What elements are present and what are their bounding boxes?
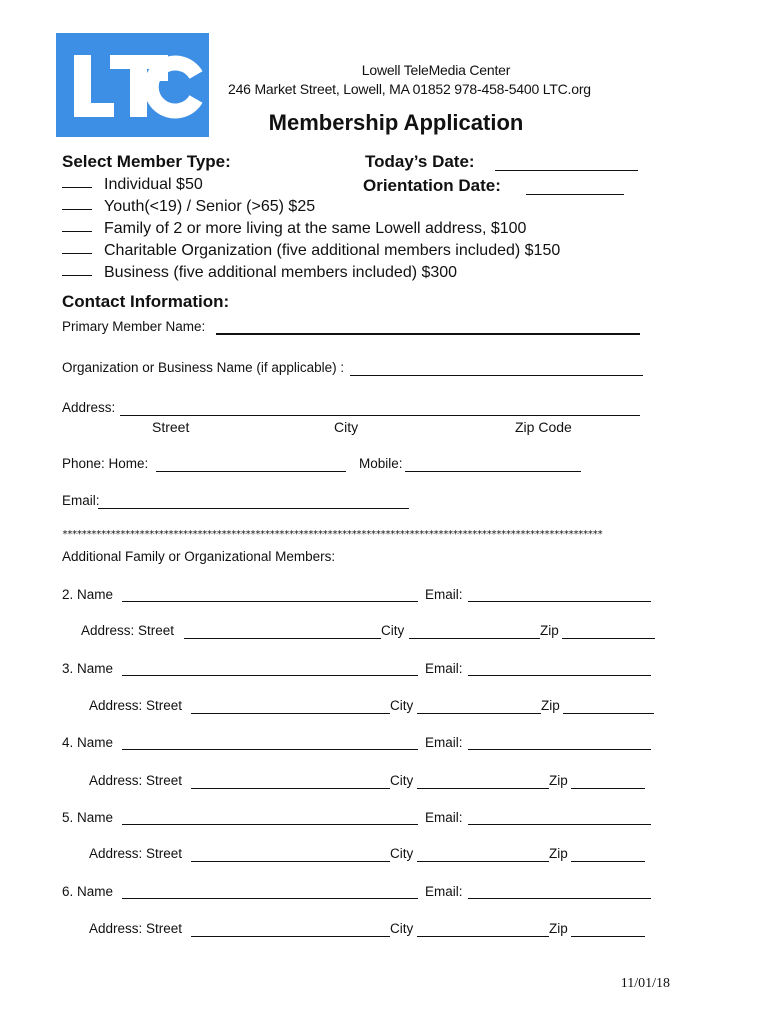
member-option-family[interactable]: Family of 2 or more living at the same Lowell address, $100 [62, 220, 526, 238]
contact-heading: Contact Information: [62, 292, 230, 311]
org-name: Lowell TeleMedia Center [361, 62, 511, 78]
member-city-field[interactable] [417, 936, 549, 937]
member-street-field[interactable] [191, 788, 390, 789]
member-city-field[interactable] [417, 788, 549, 789]
member-zip-field[interactable] [571, 936, 645, 937]
member-zip-field[interactable] [563, 713, 654, 714]
member-city-label: City [381, 623, 405, 638]
org-address: 246 Market Street, Lowell, MA 01852 978-458-5400 LTC.org [228, 81, 591, 97]
member-option-business[interactable]: Business (five additional members included) $300 [62, 264, 457, 282]
member-name-label: 3. Name [62, 661, 114, 676]
member-email-field[interactable] [468, 824, 651, 825]
checkbox-blank[interactable] [62, 231, 92, 232]
address-field[interactable] [120, 415, 640, 416]
member-zip-label: Zip [549, 846, 568, 861]
member-street-field[interactable] [191, 861, 390, 862]
member-zip-label: Zip [540, 623, 559, 638]
address-label: Address: [62, 400, 116, 415]
member-address-label: Address: Street [89, 921, 183, 936]
email-label: Email: [62, 493, 100, 508]
member-email-label: Email: [425, 884, 463, 899]
todays-date-label: Today’s Date: [365, 152, 475, 171]
member-zip-field[interactable] [571, 861, 645, 862]
email-field[interactable] [98, 508, 409, 509]
city-sublabel: City [334, 419, 359, 435]
member-city-label: City [390, 846, 414, 861]
member-street-field[interactable] [191, 713, 390, 714]
member-email-label: Email: [425, 735, 463, 750]
member-name-label: 5. Name [62, 810, 114, 825]
member-zip-field[interactable] [562, 638, 655, 639]
member-address-label: Address: Street [89, 773, 183, 788]
asterisk-separator: **************************************************************************************************************** [62, 529, 602, 540]
member-name-field[interactable] [122, 749, 418, 750]
member-option-youth-senior[interactable]: Youth(<19) / Senior (>65) $25 [62, 198, 315, 216]
primary-name-field[interactable] [216, 333, 640, 335]
member-email-label: Email: [425, 587, 463, 602]
member-zip-label: Zip [549, 921, 568, 936]
member-email-field[interactable] [468, 675, 651, 676]
member-zip-label: Zip [549, 773, 568, 788]
member-email-field[interactable] [468, 749, 651, 750]
member-email-field[interactable] [468, 601, 651, 602]
primary-name-label: Primary Member Name: [62, 319, 206, 334]
member-city-label: City [390, 698, 414, 713]
member-address-label: Address: Street [89, 698, 183, 713]
member-street-field[interactable] [184, 638, 381, 639]
member-name-field[interactable] [122, 601, 418, 602]
member-address-label: Address: Street [81, 623, 175, 638]
additional-heading: Additional Family or Organizational Members: [62, 549, 336, 564]
member-city-field[interactable] [417, 861, 549, 862]
checkbox-blank[interactable] [62, 275, 92, 276]
member-name-label: 6. Name [62, 884, 114, 899]
todays-date-field[interactable] [495, 170, 638, 171]
member-city-label: City [390, 773, 414, 788]
mobile-field[interactable] [405, 471, 581, 472]
member-city-label: City [390, 921, 414, 936]
member-zip-label: Zip [541, 698, 560, 713]
phone-home-label: Phone: Home: [62, 456, 149, 471]
member-name-field[interactable] [122, 898, 418, 899]
member-email-field[interactable] [468, 898, 651, 899]
member-city-field[interactable] [409, 638, 540, 639]
member-address-label: Address: Street [89, 846, 183, 861]
page-title: Membership Application [268, 110, 524, 135]
member-type-heading: Select Member Type: [62, 152, 231, 171]
mobile-label: Mobile: [359, 456, 403, 471]
street-sublabel: Street [152, 419, 190, 435]
checkbox-blank[interactable] [62, 187, 92, 188]
orientation-date-field[interactable] [526, 194, 624, 195]
member-option-charitable[interactable]: Charitable Organization (five additional members included) $150 [62, 242, 560, 260]
zip-sublabel: Zip Code [515, 419, 572, 435]
member-name-label: 2. Name [62, 587, 114, 602]
member-zip-field[interactable] [571, 788, 645, 789]
member-city-field[interactable] [417, 713, 541, 714]
checkbox-blank[interactable] [62, 253, 92, 254]
checkbox-blank[interactable] [62, 209, 92, 210]
org-name-field[interactable] [350, 375, 643, 376]
orientation-date-label: Orientation Date: [363, 176, 501, 195]
footer-date: 11/01/18 [620, 976, 670, 991]
member-street-field[interactable] [191, 936, 390, 937]
phone-home-field[interactable] [156, 471, 346, 472]
member-option-individual[interactable]: Individual $50 [62, 176, 203, 194]
member-email-label: Email: [425, 810, 463, 825]
org-name-label: Organization or Business Name (if applicable) : [62, 360, 345, 375]
member-name-label: 4. Name [62, 735, 114, 750]
member-email-label: Email: [425, 661, 463, 676]
member-name-field[interactable] [122, 675, 418, 676]
member-name-field[interactable] [122, 824, 418, 825]
